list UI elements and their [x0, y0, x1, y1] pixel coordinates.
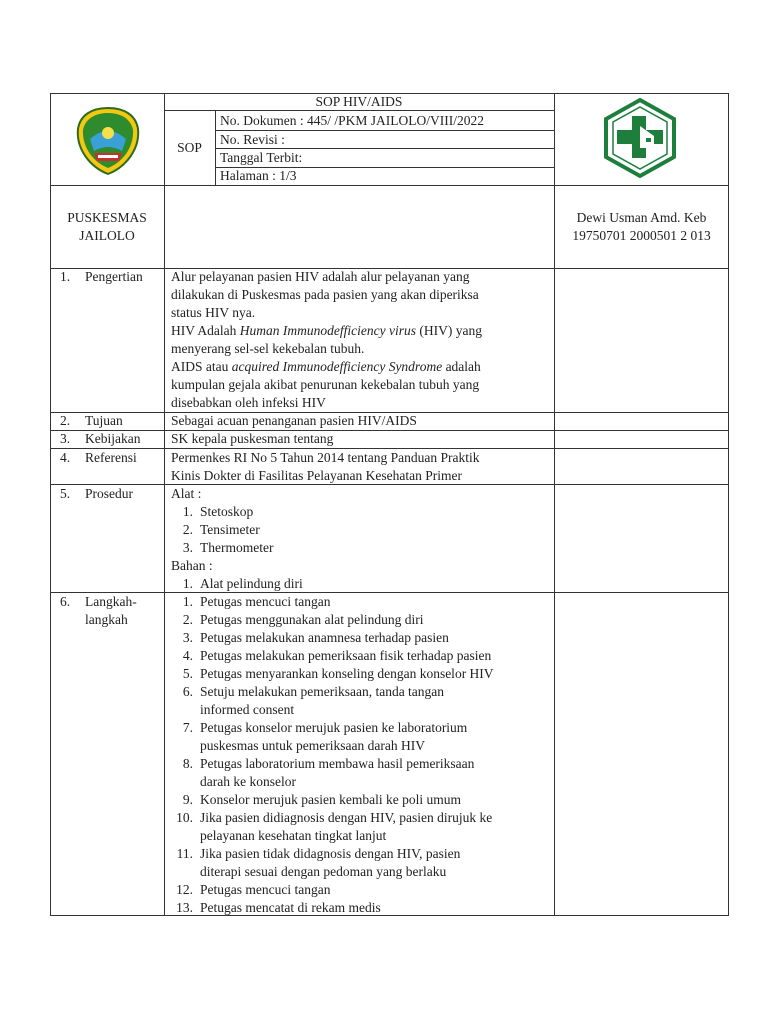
pengertian-line: status HIV nya.	[171, 305, 256, 320]
step-item: 5. Petugas menyarankan konseling dengan konselor HIV	[182, 666, 494, 681]
document-title: SOP HIV/AIDS	[315, 94, 403, 109]
section-label-tujuan: Tujuan	[85, 413, 123, 428]
pengertian-line: menyerang sel-sel kekebalan tubuh.	[171, 341, 365, 356]
step-item-continuation: darah ke konselor	[200, 774, 296, 789]
section-number: 4.	[60, 450, 71, 465]
org-name-line1: PUSKESMAS	[67, 210, 147, 225]
section-number: 1.	[60, 269, 71, 284]
step-item: 1. Petugas mencuci tangan	[182, 594, 331, 609]
step-item: 8. Petugas laboratorium membawa hasil pemeriksaan	[182, 756, 475, 771]
list-item: 1. Alat pelindung diri	[182, 576, 303, 591]
step-item: 11. Jika pasien tidak didagnosis dengan HIV, pasien	[176, 846, 461, 861]
step-item: 2. Petugas menggunakan alat pelindung diri	[182, 612, 424, 627]
bahan-list	[171, 575, 303, 593]
step-item: 7. Petugas konselor merujuk pasien ke laboratorium	[182, 720, 468, 735]
pengertian-line: disebabkan oleh infeksi HIV	[171, 395, 326, 410]
referensi-line: Kinis Dokter di Fasilitas Pelayanan Kesehatan Primer	[171, 468, 462, 483]
puskesmas-logo	[600, 98, 680, 178]
section-label-prosedur: Prosedur	[85, 486, 133, 501]
pengertian-line: HIV Adalah Human Immunodefficiency virus (HIV) yang	[171, 323, 482, 338]
step-item: 9. Konselor merujuk pasien kembali ke poli umum	[182, 792, 461, 807]
step-item-continuation: diterapi sesuai dengan pedoman yang berlaku	[200, 864, 447, 879]
step-item: 4. Petugas melakukan pemeriksaan fisik terhadap pasien	[182, 648, 492, 663]
section-label-pengertian: Pengertian	[85, 269, 143, 284]
alat-label: Alat :	[171, 486, 202, 501]
referensi-line: Permenkes RI No 5 Tahun 2014 tentang Panduan Praktik	[171, 450, 480, 465]
step-item: 12. Petugas mencuci tangan	[176, 882, 331, 897]
pengertian-line: Alur pelayanan pasien HIV adalah alur pelayanan yang	[171, 269, 470, 284]
langkah-steps-list	[171, 593, 494, 917]
step-item-continuation: puskesmas untuk pemeriksaan darah HIV	[200, 738, 425, 753]
regency-emblem-logo	[72, 105, 144, 177]
section-label-langkah: langkah	[85, 612, 128, 627]
step-item-continuation: pelayanan kesehatan tingkat lanjut	[200, 828, 387, 843]
section-number: 5.	[60, 486, 71, 501]
section-label-referensi: Referensi	[85, 450, 137, 465]
list-item: 1. Stetoskop	[182, 504, 254, 519]
org-name-line2: JAILOLO	[79, 228, 135, 243]
section-number: 3.	[60, 431, 71, 446]
step-item: 6. Setuju melakukan pemeriksaan, tanda tangan	[182, 684, 445, 699]
list-item: 3. Thermometer	[182, 540, 274, 555]
step-item: 3. Petugas melakukan anamnesa terhadap pasien	[182, 630, 449, 645]
sop-label: SOP	[177, 140, 202, 155]
section-number: 2.	[60, 413, 71, 428]
step-item: 13. Petugas mencatat di rekam medis	[176, 900, 381, 915]
step-item-continuation: informed consent	[200, 702, 295, 717]
pengertian-line: dilakukan di Puskesmas pada pasien yang akan diperiksa	[171, 287, 479, 302]
signer-name: Dewi Usman Amd. Keb	[576, 210, 707, 225]
signer-nip: 19750701 2000501 2 013	[572, 228, 711, 243]
kebijakan-text: SK kepala puskesman tentang	[171, 431, 334, 446]
sop-document	[50, 93, 729, 916]
tujuan-text: Sebagai acuan penanganan pasien HIV/AIDS	[171, 413, 417, 428]
page-number: Halaman : 1/3	[220, 168, 297, 183]
doc-number: No. Dokumen : 445/ /PKM JAILOLO/VIII/2022	[220, 113, 484, 128]
bahan-label: Bahan :	[171, 558, 213, 573]
section-number: 6.	[60, 594, 71, 609]
alat-list	[171, 503, 273, 557]
pengertian-line: AIDS atau acquired Immunodefficiency Syndrome adalah	[171, 359, 481, 374]
pengertian-line: kumpulan gejala akibat penurunan kekebalan tubuh yang	[171, 377, 480, 392]
step-item: 10. Jika pasien didiagnosis dengan HIV, pasien dirujuk ke	[176, 810, 493, 825]
list-item: 2. Tensimeter	[182, 522, 260, 537]
issue-date: Tanggal Terbit:	[220, 150, 303, 165]
section-label-kebijakan: Kebijakan	[85, 431, 141, 446]
revision-number: No. Revisi :	[220, 132, 285, 147]
section-label-langkah: Langkah-	[85, 594, 137, 609]
